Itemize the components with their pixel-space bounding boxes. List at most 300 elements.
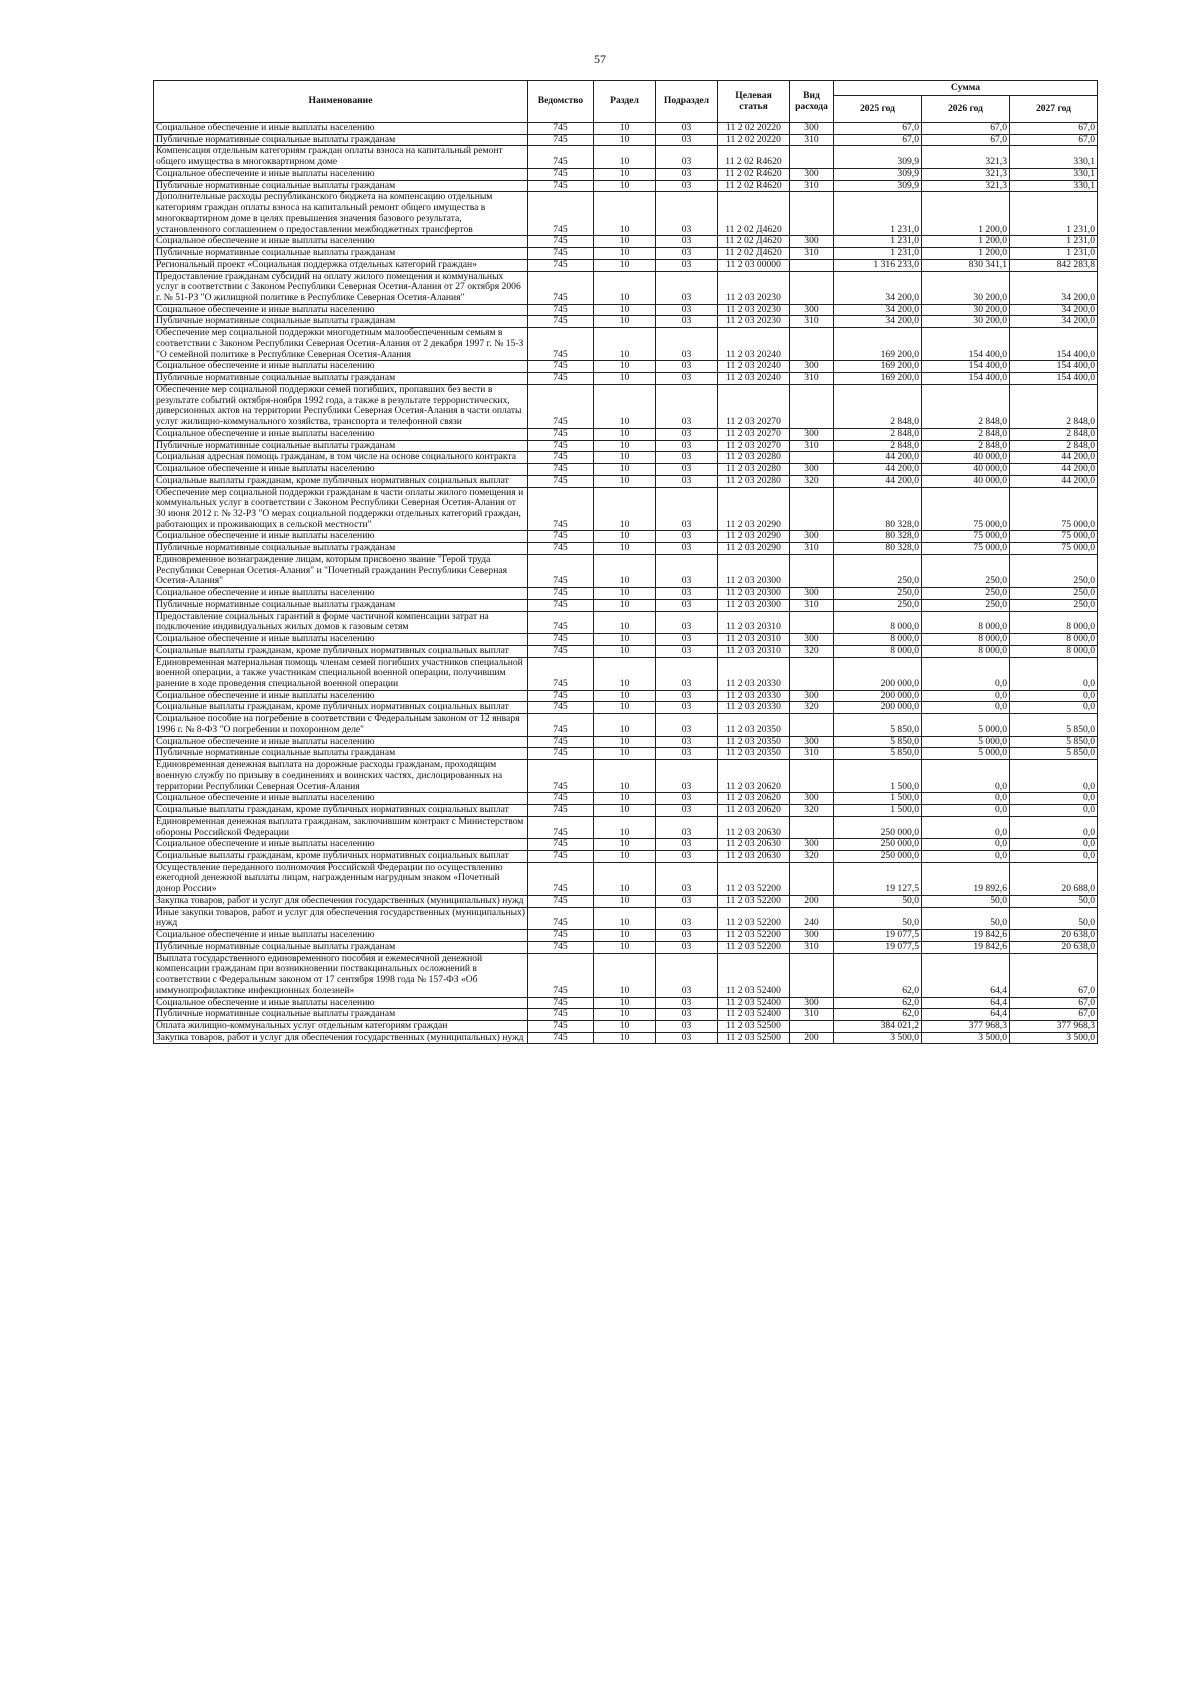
cell-2025: 3 500,0: [834, 1032, 922, 1044]
cell-name: Выплата государственного единовременного пособия и ежемесячной денежной компенсации гражданам при возникновении поствакцинальных осложнений в соответствии с Федеральным законом от 17 сентября 1998 года № 157-ФЗ «Об иммунопрофилактике инфекционных болезней»: [154, 953, 528, 997]
cell-2026: 0,0: [922, 760, 1010, 793]
cell-name: Публичные нормативные социальные выплаты гражданам: [154, 316, 528, 328]
cell-razdel: 10: [594, 328, 656, 361]
cell-name: Социальное пособие на погребение в соответствии с Федеральным законом от 12 января 1996 г. № 8-ФЗ "О погребении и похоронном деле": [154, 714, 528, 736]
cell-2025: 19 077,5: [834, 930, 922, 942]
cell-vedomstvo: 745: [528, 588, 594, 600]
cell-2025: 67,0: [834, 123, 922, 135]
cell-article: 11 2 03 52500: [718, 1021, 790, 1033]
cell-razdel: 10: [594, 702, 656, 714]
cell-kind: 310: [790, 543, 834, 555]
cell-podrazdel: 03: [656, 361, 718, 373]
cell-2026: 64,4: [922, 953, 1010, 997]
cell-2026: 377 968,3: [922, 1021, 1010, 1033]
cell-podrazdel: 03: [656, 452, 718, 464]
cell-article: 11 2 03 20230: [718, 271, 790, 304]
cell-2025: 2 848,0: [834, 384, 922, 428]
header-podrazdel: Подраздел: [656, 81, 718, 123]
cell-kind: [790, 452, 834, 464]
cell-name: Единовременная денежная выплата на дорожные расходы гражданам, проходящим военную службу по призыву в соединениях и воинских частях, дислоцированных на территории Республики Северная Осетия-Алания: [154, 760, 528, 793]
cell-vedomstvo: 745: [528, 851, 594, 863]
cell-vedomstvo: 745: [528, 702, 594, 714]
cell-2026: 0,0: [922, 839, 1010, 851]
table-row: [154, 1032, 1098, 1044]
cell-2026: 19 842,6: [922, 941, 1010, 953]
cell-vedomstvo: 745: [528, 248, 594, 260]
cell-article: 11 2 03 52200: [718, 895, 790, 907]
cell-name: Социальная адресная помощь гражданам, в том числе на основе социального контракта: [154, 452, 528, 464]
cell-name: Оплата жилищно-коммунальных услуг отдельным категориям граждан: [154, 1021, 528, 1033]
table-row: [154, 748, 1098, 760]
cell-article: 11 2 03 00000: [718, 259, 790, 271]
cell-podrazdel: 03: [656, 645, 718, 657]
cell-podrazdel: 03: [656, 487, 718, 531]
cell-razdel: 10: [594, 180, 656, 192]
cell-name: Компенсация отдельным категориям граждан оплаты взноса на капитальный ремонт общего имущества в многоквартирном доме: [154, 146, 528, 168]
cell-2027: 3 500,0: [1010, 1032, 1098, 1044]
cell-2027: 1 231,0: [1010, 192, 1098, 236]
cell-podrazdel: 03: [656, 373, 718, 385]
table-row: [154, 953, 1098, 997]
cell-2025: 200 000,0: [834, 702, 922, 714]
cell-article: 11 2 02 Д4620: [718, 248, 790, 260]
cell-vedomstvo: 745: [528, 543, 594, 555]
cell-2026: 2 848,0: [922, 384, 1010, 428]
cell-razdel: 10: [594, 373, 656, 385]
cell-razdel: 10: [594, 895, 656, 907]
cell-name: Предоставление гражданам субсидий на оплату жилого помещения и коммунальных услуг в соответствии с Законом Республики Северная Осетия-Алания от 27 октября 2006 г. № 51-РЗ "О жилищной политике в Республике Северная Осетия-Алания": [154, 271, 528, 304]
table-row: [154, 475, 1098, 487]
cell-podrazdel: 03: [656, 997, 718, 1009]
cell-2026: 64,4: [922, 997, 1010, 1009]
cell-2027: 20 638,0: [1010, 930, 1098, 942]
cell-2026: 2 848,0: [922, 440, 1010, 452]
cell-article: 11 2 03 20620: [718, 760, 790, 793]
cell-podrazdel: 03: [656, 941, 718, 953]
cell-kind: 310: [790, 748, 834, 760]
cell-article: 11 2 02 20220: [718, 134, 790, 146]
cell-razdel: 10: [594, 1009, 656, 1021]
cell-vedomstvo: 745: [528, 793, 594, 805]
table-row: [154, 440, 1098, 452]
cell-razdel: 10: [594, 997, 656, 1009]
cell-name: Обеспечение мер социальной поддержки гражданам в части оплаты жилого помещения и коммунальных услуг в соответствии с Законом Республики Северная Осетия-Алания от 30 июня 2012 г. № 32-РЗ "О мерах социальной поддержки отдельных категорий граждан, работающих и проживающих в сельской местности": [154, 487, 528, 531]
cell-kind: [790, 760, 834, 793]
cell-vedomstvo: 745: [528, 634, 594, 646]
cell-2026: 0,0: [922, 816, 1010, 838]
cell-article: 11 2 03 52200: [718, 930, 790, 942]
table-body: [154, 123, 1098, 1044]
cell-razdel: 10: [594, 657, 656, 690]
cell-article: 11 2 03 20300: [718, 599, 790, 611]
cell-2026: 154 400,0: [922, 361, 1010, 373]
cell-article: 11 2 03 20630: [718, 816, 790, 838]
table-row: [154, 645, 1098, 657]
cell-name: Единовременное вознаграждение лицам, которым присвоено звание "Герой труда Республики Северная Осетия-Алания" и "Почетный гражданин Республики Северная Осетия-Алания": [154, 554, 528, 587]
cell-razdel: 10: [594, 304, 656, 316]
cell-kind: [790, 714, 834, 736]
table-row: [154, 304, 1098, 316]
cell-article: 11 2 03 52400: [718, 1009, 790, 1021]
cell-vedomstvo: 745: [528, 487, 594, 531]
cell-vedomstvo: 745: [528, 259, 594, 271]
cell-vedomstvo: 745: [528, 475, 594, 487]
cell-vedomstvo: 745: [528, 428, 594, 440]
cell-name: Социальное обеспечение и иные выплаты населению: [154, 236, 528, 248]
cell-article: 11 2 03 20290: [718, 531, 790, 543]
cell-article: 11 2 03 20350: [718, 748, 790, 760]
cell-vedomstvo: 745: [528, 1009, 594, 1021]
cell-2027: 330,1: [1010, 168, 1098, 180]
cell-razdel: 10: [594, 645, 656, 657]
cell-name: Публичные нормативные социальные выплаты гражданам: [154, 180, 528, 192]
cell-article: 11 2 03 20330: [718, 657, 790, 690]
cell-name: Социальное обеспечение и иные выплаты населению: [154, 839, 528, 851]
cell-razdel: 10: [594, 543, 656, 555]
cell-podrazdel: 03: [656, 611, 718, 633]
cell-vedomstvo: 745: [528, 123, 594, 135]
table-row: [154, 271, 1098, 304]
cell-2026: 0,0: [922, 690, 1010, 702]
cell-name: Социальное обеспечение и иные выплаты населению: [154, 531, 528, 543]
cell-article: 11 2 03 52200: [718, 862, 790, 895]
cell-podrazdel: 03: [656, 907, 718, 929]
cell-vedomstvo: 745: [528, 907, 594, 929]
cell-vedomstvo: 745: [528, 373, 594, 385]
cell-kind: 300: [790, 428, 834, 440]
table-row: [154, 361, 1098, 373]
table-row: [154, 428, 1098, 440]
cell-2026: 19 892,6: [922, 862, 1010, 895]
cell-vedomstvo: 745: [528, 146, 594, 168]
cell-article: 11 2 03 20270: [718, 428, 790, 440]
cell-2025: 250 000,0: [834, 851, 922, 863]
cell-razdel: 10: [594, 428, 656, 440]
cell-article: 11 2 03 20350: [718, 714, 790, 736]
cell-2025: 1 316 233,0: [834, 259, 922, 271]
cell-2026: 40 000,0: [922, 475, 1010, 487]
cell-kind: [790, 384, 834, 428]
cell-podrazdel: 03: [656, 702, 718, 714]
cell-kind: 310: [790, 248, 834, 260]
table-row: [154, 248, 1098, 260]
page-number: 57: [594, 52, 606, 66]
table-row: [154, 236, 1098, 248]
cell-2025: 384 021,2: [834, 1021, 922, 1033]
cell-2027: 250,0: [1010, 554, 1098, 587]
cell-article: 11 2 03 20240: [718, 328, 790, 361]
cell-podrazdel: 03: [656, 736, 718, 748]
cell-2025: 1 500,0: [834, 760, 922, 793]
cell-2027: 154 400,0: [1010, 328, 1098, 361]
cell-2026: 321,3: [922, 146, 1010, 168]
cell-razdel: 10: [594, 248, 656, 260]
table-row: [154, 599, 1098, 611]
cell-2025: 200 000,0: [834, 690, 922, 702]
table-row: [154, 554, 1098, 587]
cell-vedomstvo: 745: [528, 953, 594, 997]
cell-2026: 250,0: [922, 554, 1010, 587]
cell-2027: 75 000,0: [1010, 531, 1098, 543]
cell-vedomstvo: 745: [528, 611, 594, 633]
cell-kind: [790, 953, 834, 997]
cell-kind: 300: [790, 236, 834, 248]
cell-2027: 1 231,0: [1010, 236, 1098, 248]
cell-2027: 67,0: [1010, 997, 1098, 1009]
cell-kind: 320: [790, 805, 834, 817]
cell-vedomstvo: 745: [528, 316, 594, 328]
cell-2025: 44 200,0: [834, 475, 922, 487]
table-row: [154, 123, 1098, 135]
cell-name: Публичные нормативные социальные выплаты гражданам: [154, 748, 528, 760]
cell-kind: 310: [790, 599, 834, 611]
cell-2027: 0,0: [1010, 657, 1098, 690]
cell-podrazdel: 03: [656, 634, 718, 646]
table-row: [154, 793, 1098, 805]
cell-2025: 250,0: [834, 554, 922, 587]
cell-article: 11 2 03 20330: [718, 690, 790, 702]
cell-2027: 34 200,0: [1010, 304, 1098, 316]
cell-2026: 321,3: [922, 168, 1010, 180]
cell-2027: 50,0: [1010, 907, 1098, 929]
cell-name: Публичные нормативные социальные выплаты гражданам: [154, 373, 528, 385]
cell-vedomstvo: 745: [528, 599, 594, 611]
table-row: [154, 1009, 1098, 1021]
cell-kind: [790, 259, 834, 271]
cell-article: 11 2 03 20280: [718, 452, 790, 464]
cell-vedomstvo: 745: [528, 805, 594, 817]
cell-name: Социальное обеспечение и иные выплаты населению: [154, 690, 528, 702]
cell-razdel: 10: [594, 487, 656, 531]
cell-vedomstvo: 745: [528, 748, 594, 760]
cell-kind: 300: [790, 361, 834, 373]
table-row: [154, 851, 1098, 863]
cell-podrazdel: 03: [656, 271, 718, 304]
cell-2027: 67,0: [1010, 1009, 1098, 1021]
cell-2026: 64,4: [922, 1009, 1010, 1021]
cell-razdel: 10: [594, 531, 656, 543]
cell-kind: 310: [790, 134, 834, 146]
cell-article: 11 2 02 R4620: [718, 180, 790, 192]
cell-2026: 19 842,6: [922, 930, 1010, 942]
cell-kind: 310: [790, 1009, 834, 1021]
cell-2026: 154 400,0: [922, 373, 1010, 385]
cell-article: 11 2 03 20620: [718, 805, 790, 817]
cell-2025: 80 328,0: [834, 531, 922, 543]
cell-name: Социальное обеспечение и иные выплаты населению: [154, 793, 528, 805]
cell-article: 11 2 03 20330: [718, 702, 790, 714]
cell-podrazdel: 03: [656, 714, 718, 736]
cell-article: 11 2 03 52500: [718, 1032, 790, 1044]
cell-2026: 40 000,0: [922, 464, 1010, 476]
cell-2027: 2 848,0: [1010, 384, 1098, 428]
cell-vedomstvo: 745: [528, 1021, 594, 1033]
cell-razdel: 10: [594, 851, 656, 863]
cell-2025: 5 850,0: [834, 736, 922, 748]
table-row: [154, 373, 1098, 385]
cell-razdel: 10: [594, 953, 656, 997]
cell-vedomstvo: 745: [528, 895, 594, 907]
cell-razdel: 10: [594, 554, 656, 587]
cell-2027: 1 231,0: [1010, 248, 1098, 260]
cell-razdel: 10: [594, 259, 656, 271]
cell-razdel: 10: [594, 690, 656, 702]
cell-name: Социальные выплаты гражданам, кроме публичных нормативных социальных выплат: [154, 475, 528, 487]
cell-article: 11 2 03 20270: [718, 384, 790, 428]
cell-2026: 0,0: [922, 851, 1010, 863]
cell-podrazdel: 03: [656, 657, 718, 690]
cell-article: 11 2 03 20280: [718, 475, 790, 487]
header-name: Наименование: [154, 81, 528, 123]
cell-2026: 321,3: [922, 180, 1010, 192]
table-row: [154, 907, 1098, 929]
cell-razdel: 10: [594, 634, 656, 646]
cell-name: Публичные нормативные социальные выплаты гражданам: [154, 1009, 528, 1021]
cell-2027: 154 400,0: [1010, 361, 1098, 373]
cell-2027: 0,0: [1010, 702, 1098, 714]
cell-vedomstvo: 745: [528, 862, 594, 895]
cell-kind: 300: [790, 793, 834, 805]
cell-razdel: 10: [594, 384, 656, 428]
cell-podrazdel: 03: [656, 180, 718, 192]
cell-2026: 5 000,0: [922, 748, 1010, 760]
cell-vedomstvo: 745: [528, 168, 594, 180]
cell-razdel: 10: [594, 599, 656, 611]
cell-kind: [790, 862, 834, 895]
table-row: [154, 736, 1098, 748]
cell-2025: 44 200,0: [834, 464, 922, 476]
table-row: [154, 452, 1098, 464]
cell-2025: 8 000,0: [834, 634, 922, 646]
cell-2027: 0,0: [1010, 793, 1098, 805]
cell-2025: 169 200,0: [834, 373, 922, 385]
cell-article: 11 2 03 20270: [718, 440, 790, 452]
cell-kind: 310: [790, 373, 834, 385]
cell-kind: 200: [790, 895, 834, 907]
cell-kind: 300: [790, 634, 834, 646]
cell-vedomstvo: 745: [528, 657, 594, 690]
cell-kind: 200: [790, 1032, 834, 1044]
cell-kind: 300: [790, 123, 834, 135]
table-row: [154, 588, 1098, 600]
cell-2027: 154 400,0: [1010, 373, 1098, 385]
cell-razdel: 10: [594, 862, 656, 895]
cell-2027: 50,0: [1010, 895, 1098, 907]
cell-podrazdel: 03: [656, 1009, 718, 1021]
cell-podrazdel: 03: [656, 1032, 718, 1044]
header-2026: 2026 год: [922, 96, 1010, 123]
cell-2025: 8 000,0: [834, 645, 922, 657]
header-article: Целевая статья: [718, 81, 790, 123]
cell-name: Иные закупки товаров, работ и услуг для обеспечения государственных (муниципальных) нужд: [154, 907, 528, 929]
cell-2026: 75 000,0: [922, 531, 1010, 543]
cell-razdel: 10: [594, 475, 656, 487]
cell-article: 11 2 03 52400: [718, 953, 790, 997]
cell-2026: 75 000,0: [922, 543, 1010, 555]
cell-2027: 34 200,0: [1010, 316, 1098, 328]
cell-article: 11 2 03 20630: [718, 839, 790, 851]
cell-2027: 44 200,0: [1010, 452, 1098, 464]
cell-razdel: 10: [594, 941, 656, 953]
cell-name: Социальные выплаты гражданам, кроме публичных нормативных социальных выплат: [154, 805, 528, 817]
cell-article: 11 2 03 20290: [718, 543, 790, 555]
cell-name: Социальное обеспечение и иные выплаты населению: [154, 464, 528, 476]
cell-podrazdel: 03: [656, 862, 718, 895]
cell-podrazdel: 03: [656, 248, 718, 260]
header-razdel: Раздел: [594, 81, 656, 123]
cell-article: 11 2 03 20280: [718, 464, 790, 476]
cell-name: Обеспечение мер социальной поддержки семей погибших, пропавших без вести в результате событий октября-ноября 1992 года, а также в результате террористических, диверсионных актов на территории Республики Северная Осетия-Алания в части оплаты услуг жилищно-коммунального хозяйства, транспорта и телефонной связи: [154, 384, 528, 428]
cell-vedomstvo: 745: [528, 180, 594, 192]
cell-podrazdel: 03: [656, 384, 718, 428]
cell-name: Региональный проект «Социальная поддержка отдельных категорий граждан»: [154, 259, 528, 271]
cell-razdel: 10: [594, 805, 656, 817]
cell-article: 11 2 03 20300: [718, 588, 790, 600]
cell-name: Социальное обеспечение и иные выплаты населению: [154, 304, 528, 316]
cell-2025: 1 500,0: [834, 793, 922, 805]
cell-razdel: 10: [594, 192, 656, 236]
cell-razdel: 10: [594, 714, 656, 736]
cell-2027: 44 200,0: [1010, 464, 1098, 476]
cell-2025: 44 200,0: [834, 452, 922, 464]
table-row: [154, 146, 1098, 168]
cell-razdel: 10: [594, 440, 656, 452]
table-row: [154, 259, 1098, 271]
cell-kind: [790, 328, 834, 361]
cell-2027: 75 000,0: [1010, 543, 1098, 555]
cell-2025: 50,0: [834, 895, 922, 907]
table-row: [154, 941, 1098, 953]
cell-kind: 300: [790, 304, 834, 316]
table-row: [154, 690, 1098, 702]
cell-2027: 20 638,0: [1010, 941, 1098, 953]
cell-2025: 19 077,5: [834, 941, 922, 953]
cell-2025: 62,0: [834, 997, 922, 1009]
cell-podrazdel: 03: [656, 192, 718, 236]
cell-razdel: 10: [594, 793, 656, 805]
table-row: [154, 634, 1098, 646]
table-row: [154, 714, 1098, 736]
cell-razdel: 10: [594, 464, 656, 476]
cell-2025: 250,0: [834, 599, 922, 611]
table-row: [154, 531, 1098, 543]
cell-vedomstvo: 745: [528, 440, 594, 452]
cell-name: Социальное обеспечение и иные выплаты населению: [154, 997, 528, 1009]
cell-2027: 67,0: [1010, 134, 1098, 146]
cell-2025: 309,9: [834, 146, 922, 168]
table-row: [154, 839, 1098, 851]
cell-vedomstvo: 745: [528, 554, 594, 587]
cell-razdel: 10: [594, 168, 656, 180]
cell-kind: 300: [790, 930, 834, 942]
table-row: [154, 862, 1098, 895]
cell-2026: 8 000,0: [922, 611, 1010, 633]
cell-vedomstvo: 745: [528, 760, 594, 793]
cell-razdel: 10: [594, 930, 656, 942]
cell-2027: 5 850,0: [1010, 714, 1098, 736]
cell-kind: 320: [790, 702, 834, 714]
cell-podrazdel: 03: [656, 146, 718, 168]
cell-2026: 250,0: [922, 599, 1010, 611]
cell-2026: 75 000,0: [922, 487, 1010, 531]
cell-name: Социальное обеспечение и иные выплаты населению: [154, 168, 528, 180]
cell-kind: [790, 611, 834, 633]
cell-podrazdel: 03: [656, 328, 718, 361]
cell-2027: 0,0: [1010, 816, 1098, 838]
cell-name: Дополнительные расходы республиканского бюджета на компенсацию отдельным категориям граждан оплаты взноса на капитальный ремонт общего имущества в многоквартирном доме в целях превышения значения базового результата, установленного соглашением о предоставлении межбюджетных трансфертов: [154, 192, 528, 236]
header-kind: Вид расхода: [790, 81, 834, 123]
cell-article: 11 2 03 20350: [718, 736, 790, 748]
